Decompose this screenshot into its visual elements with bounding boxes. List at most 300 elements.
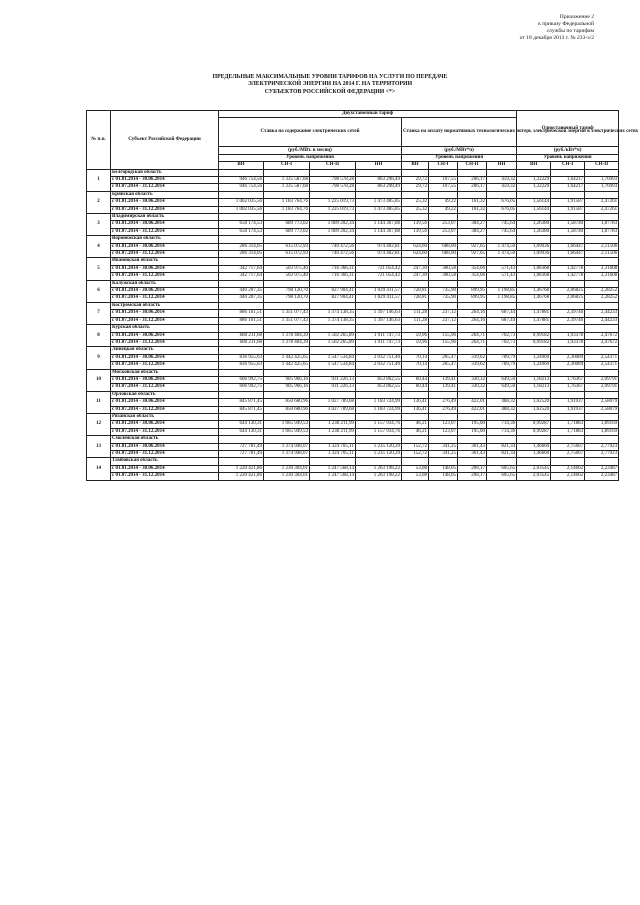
period-row bbox=[87, 421, 619, 428]
empty-cell bbox=[429, 369, 458, 376]
value-cell: 1,64217 bbox=[551, 184, 585, 191]
empty-cell bbox=[356, 214, 402, 221]
empty-cell bbox=[310, 302, 356, 309]
empty-cell bbox=[585, 436, 619, 443]
empty-cell bbox=[356, 347, 402, 354]
empty-cell bbox=[310, 258, 356, 265]
value-cell: 2,09791 bbox=[585, 376, 619, 383]
empty-cell bbox=[585, 214, 619, 221]
value-cell: 836 955,63 bbox=[219, 354, 264, 361]
empty-cell bbox=[219, 347, 264, 354]
empty-cell bbox=[458, 369, 487, 376]
header-level: ВН bbox=[517, 162, 551, 169]
value-cell: 440 207,35 bbox=[219, 295, 264, 302]
value-cell: 111,28 bbox=[402, 317, 429, 324]
appendix-line: Приложение 2 bbox=[559, 14, 594, 20]
value-cell: 687,44 bbox=[487, 310, 517, 317]
value-cell: 1,91587 bbox=[551, 199, 585, 206]
empty-cell bbox=[310, 280, 356, 287]
header-level: СН-I bbox=[429, 162, 458, 169]
value-cell: 46,21 bbox=[402, 421, 429, 428]
value-cell: 2,75667 bbox=[551, 451, 585, 458]
value-cell: 148,05 bbox=[429, 473, 458, 480]
empty-cell bbox=[264, 169, 310, 176]
region-row bbox=[87, 436, 619, 443]
empty-cell bbox=[402, 458, 429, 465]
value-cell: 1,42778 bbox=[551, 273, 585, 280]
empty-cell bbox=[429, 436, 458, 443]
empty-cell bbox=[219, 214, 264, 221]
empty-cell bbox=[487, 391, 517, 398]
value-cell: 354,66 bbox=[458, 273, 487, 280]
region-row bbox=[87, 369, 619, 376]
value-cell: 1,89169 bbox=[585, 421, 619, 428]
value-cell: 1,62520 bbox=[517, 406, 551, 413]
region-row bbox=[87, 169, 619, 176]
empty-cell bbox=[264, 325, 310, 332]
header-voltage: Уровень напряжения bbox=[219, 154, 402, 161]
value-cell: 339,62 bbox=[458, 362, 487, 369]
value-cell: 1,93378 bbox=[551, 339, 585, 346]
empty-cell bbox=[517, 214, 551, 221]
value-cell: 1 009 202,34 bbox=[310, 221, 356, 228]
value-cell: 488,32 bbox=[487, 406, 517, 413]
value-cell: 571,43 bbox=[487, 273, 517, 280]
value-cell: 644 130,31 bbox=[219, 428, 264, 435]
period-label: с 01.07.2014 - 31.12.2014 bbox=[111, 451, 219, 458]
empty-cell bbox=[487, 169, 517, 176]
value-cell: 2,39746 bbox=[551, 310, 585, 317]
region-name: Курская область bbox=[111, 325, 219, 332]
empty-cell bbox=[402, 413, 429, 420]
value-cell: 155,96 bbox=[429, 332, 458, 339]
empty-cell bbox=[402, 325, 429, 332]
region-number: 7 bbox=[87, 302, 111, 324]
value-cell: 123,07 bbox=[429, 428, 458, 435]
region-row bbox=[87, 280, 619, 287]
value-cell: 927,65 bbox=[458, 251, 487, 258]
empty-cell bbox=[264, 391, 310, 398]
empty-cell bbox=[219, 391, 264, 398]
period-label: с 01.01.2014 - 30.06.2014 bbox=[111, 288, 219, 295]
empty-cell bbox=[219, 325, 264, 332]
value-cell: 1 397 146,63 bbox=[356, 310, 402, 317]
value-cell: 1 474,50 bbox=[487, 251, 517, 258]
period-label: с 01.07.2014 - 31.12.2014 bbox=[111, 251, 219, 258]
value-cell: 1,42778 bbox=[551, 265, 585, 272]
region-name: Смоленская область bbox=[111, 436, 219, 443]
value-cell: 615 072,93 bbox=[264, 243, 310, 250]
empty-cell bbox=[585, 302, 619, 309]
value-cell: 354,66 bbox=[458, 265, 487, 272]
empty-cell bbox=[310, 325, 356, 332]
value-cell: 689 773,02 bbox=[264, 228, 310, 235]
empty-cell bbox=[219, 302, 264, 309]
empty-cell bbox=[402, 280, 429, 287]
empty-cell bbox=[458, 169, 487, 176]
empty-cell bbox=[356, 169, 402, 176]
value-cell: 1,76367 bbox=[551, 376, 585, 383]
value-cell: 1 324 705,11 bbox=[310, 451, 356, 458]
value-cell: 1,18213 bbox=[517, 384, 551, 391]
header-level: НН bbox=[356, 162, 402, 169]
period-row bbox=[87, 310, 619, 317]
period-row bbox=[87, 339, 619, 346]
value-cell: 46,21 bbox=[402, 428, 429, 435]
value-cell: 1,66447 bbox=[551, 243, 585, 250]
empty-cell bbox=[487, 325, 517, 332]
value-cell: 821,34 bbox=[487, 443, 517, 450]
empty-cell bbox=[402, 391, 429, 398]
empty-cell bbox=[487, 191, 517, 198]
value-cell: 2,77923 bbox=[585, 451, 619, 458]
value-cell: 789,79 bbox=[487, 362, 517, 369]
value-cell: 1 198,85 bbox=[487, 288, 517, 295]
value-cell: 2,77923 bbox=[585, 443, 619, 450]
header-two-part: Двухставочный тариф bbox=[219, 111, 517, 118]
empty-cell bbox=[310, 169, 356, 176]
period-row bbox=[87, 288, 619, 295]
value-cell: 716 366,31 bbox=[310, 265, 356, 272]
value-cell: 798 578,28 bbox=[310, 184, 356, 191]
appendix-line: службы по тарифам bbox=[546, 28, 594, 34]
empty-cell bbox=[402, 169, 429, 176]
value-cell: 1 198,85 bbox=[487, 295, 517, 302]
value-cell: 1 374 948,07 bbox=[264, 451, 310, 458]
value-cell: 2,23487 bbox=[585, 465, 619, 472]
period-row bbox=[87, 176, 619, 183]
value-cell: 2,75667 bbox=[551, 443, 585, 450]
value-cell: 1,91587 bbox=[551, 206, 585, 213]
value-cell: 1 351 077,43 bbox=[264, 317, 310, 324]
value-cell: 727 781,49 bbox=[219, 443, 264, 450]
value-cell: 2,30089 bbox=[551, 362, 585, 369]
empty-cell bbox=[429, 280, 458, 287]
value-cell: 927,65 bbox=[458, 243, 487, 250]
empty-cell bbox=[264, 302, 310, 309]
value-cell: 714,36 bbox=[487, 421, 517, 428]
tariff-table bbox=[86, 110, 639, 481]
empty-cell bbox=[264, 191, 310, 198]
empty-cell bbox=[585, 369, 619, 376]
period-row bbox=[87, 465, 619, 472]
period-row bbox=[87, 428, 619, 435]
value-cell: 676,05 bbox=[487, 199, 517, 206]
empty-cell bbox=[585, 258, 619, 265]
value-cell: 1 183 724,99 bbox=[356, 406, 402, 413]
value-cell: 253,07 bbox=[429, 221, 458, 228]
value-cell: 488,32 bbox=[487, 399, 517, 406]
empty-cell bbox=[551, 280, 585, 287]
empty-cell bbox=[429, 458, 458, 465]
value-cell: 905 966,16 bbox=[264, 384, 310, 391]
empty-cell bbox=[585, 325, 619, 332]
empty-cell bbox=[402, 236, 429, 243]
value-cell: 689 773,02 bbox=[264, 221, 310, 228]
value-cell: 1 378 404,39 bbox=[264, 332, 310, 339]
value-cell: 1 351 077,43 bbox=[264, 310, 310, 317]
value-cell: 330,32 bbox=[458, 384, 487, 391]
value-cell: 644 130,31 bbox=[219, 421, 264, 428]
empty-cell bbox=[517, 280, 551, 287]
period-row bbox=[87, 332, 619, 339]
value-cell: 2,47672 bbox=[585, 339, 619, 346]
period-label: с 01.07.2014 - 31.12.2014 bbox=[111, 317, 219, 324]
period-label: с 01.01.2014 - 30.06.2014 bbox=[111, 465, 219, 472]
period-label: с 01.01.2014 - 30.06.2014 bbox=[111, 265, 219, 272]
period-label: с 01.07.2014 - 31.12.2014 bbox=[111, 295, 219, 302]
value-cell: 687,44 bbox=[487, 317, 517, 324]
region-number: 6 bbox=[87, 280, 111, 302]
header-loss: Ставка на оплату нормативных технологических потерь электрической энергии в электрических сетях bbox=[402, 118, 517, 147]
empty-cell bbox=[551, 413, 585, 420]
value-cell: 1 238 211,99 bbox=[310, 421, 356, 428]
value-cell: 1,08368 bbox=[517, 273, 551, 280]
region-row bbox=[87, 325, 619, 332]
value-cell: 2,58079 bbox=[585, 399, 619, 406]
value-cell: 265,47 bbox=[429, 362, 458, 369]
value-cell: 70,14 bbox=[402, 354, 429, 361]
period-row bbox=[87, 362, 619, 369]
value-cell: 1,91937 bbox=[551, 406, 585, 413]
region-name: Костромская область bbox=[111, 302, 219, 309]
value-cell: 1 324 705,11 bbox=[310, 443, 356, 450]
empty-cell bbox=[310, 369, 356, 376]
period-label: с 01.01.2014 - 30.06.2014 bbox=[111, 310, 219, 317]
header-level: СН-I bbox=[551, 162, 585, 169]
empty-cell bbox=[585, 191, 619, 198]
period-row bbox=[87, 443, 619, 450]
header-unit-maint: (руб./МВт. в месяц) bbox=[219, 147, 402, 154]
period-label: с 01.01.2014 - 30.06.2014 bbox=[111, 176, 219, 183]
table-body bbox=[87, 169, 619, 480]
header-unit-loss: (руб./МВт*ч) bbox=[402, 147, 517, 154]
empty-cell bbox=[356, 302, 402, 309]
period-row bbox=[87, 451, 619, 458]
value-cell: 107,55 bbox=[429, 184, 458, 191]
value-cell: 0,99287 bbox=[517, 428, 551, 435]
value-cell: 1 065 949,53 bbox=[264, 421, 310, 428]
value-cell: 253,07 bbox=[429, 228, 458, 235]
value-cell: 247,30 bbox=[402, 265, 429, 272]
value-cell: 1 235 120,29 bbox=[356, 443, 402, 450]
appendix-line: к приказу Федеральной bbox=[538, 21, 594, 27]
empty-cell bbox=[517, 369, 551, 376]
value-cell: 2,47261 bbox=[585, 199, 619, 206]
value-cell: 1 502 265,89 bbox=[310, 332, 356, 339]
header-one-part: Одноставочный тариф bbox=[517, 111, 619, 147]
period-row bbox=[87, 376, 619, 383]
empty-cell bbox=[585, 347, 619, 354]
empty-cell bbox=[429, 413, 458, 420]
period-label: с 01.01.2014 - 30.06.2014 bbox=[111, 332, 219, 339]
value-cell: 148,05 bbox=[429, 465, 458, 472]
value-cell: 728,81 bbox=[402, 288, 429, 295]
value-cell: 1 157 934,76 bbox=[356, 421, 402, 428]
empty-cell bbox=[585, 236, 619, 243]
empty-cell bbox=[551, 391, 585, 398]
value-cell: 195,00 bbox=[458, 421, 487, 428]
empty-cell bbox=[585, 458, 619, 465]
value-cell: 1 473 485,85 bbox=[356, 199, 402, 206]
value-cell: 1 335 587,68 bbox=[264, 176, 310, 183]
period-label: с 01.01.2014 - 30.06.2014 bbox=[111, 399, 219, 406]
region-number: 11 bbox=[87, 391, 111, 413]
empty-cell bbox=[264, 280, 310, 287]
empty-cell bbox=[219, 191, 264, 198]
value-cell: 1 009 202,34 bbox=[310, 228, 356, 235]
value-cell: 1 144 367,88 bbox=[356, 228, 402, 235]
empty-cell bbox=[517, 236, 551, 243]
empty-cell bbox=[402, 214, 429, 221]
value-cell: 1,76993 bbox=[585, 176, 619, 183]
period-row bbox=[87, 243, 619, 250]
empty-cell bbox=[356, 369, 402, 376]
region-row bbox=[87, 214, 619, 221]
value-cell: 1,24969 bbox=[517, 362, 551, 369]
value-cell: 384,27 bbox=[458, 228, 487, 235]
period-label: с 01.07.2014 - 31.12.2014 bbox=[111, 206, 219, 213]
value-cell: 946 754,56 bbox=[219, 176, 264, 183]
empty-cell bbox=[458, 436, 487, 443]
value-cell: 1 374 138,35 bbox=[310, 317, 356, 324]
value-cell: 70,14 bbox=[402, 362, 429, 369]
region-row bbox=[87, 391, 619, 398]
empty-cell bbox=[551, 436, 585, 443]
value-cell: 1,46660 bbox=[517, 451, 551, 458]
value-cell: 850 680,96 bbox=[264, 406, 310, 413]
region-name: Брянская область bbox=[111, 191, 219, 198]
empty-cell bbox=[487, 214, 517, 221]
appendix-line: от 18 декабря 2013 г. № 233-э/2 bbox=[519, 35, 594, 41]
title-line: ПРЕДЕЛЬНЫЕ МАКСИМАЛЬНЫЕ УРОВНИ ТАРИФОВ НА УСЛУГИ ПО ПЕРЕДАЧЕ bbox=[212, 74, 448, 80]
empty-cell bbox=[429, 391, 458, 398]
empty-cell bbox=[219, 236, 264, 243]
empty-cell bbox=[551, 169, 585, 176]
value-cell: 49,22 bbox=[429, 199, 458, 206]
period-label: с 01.01.2014 - 30.06.2014 bbox=[111, 221, 219, 228]
value-cell: 1 002 035,56 bbox=[219, 199, 264, 206]
value-cell: 615 072,93 bbox=[264, 251, 310, 258]
value-cell: 863 298,49 bbox=[356, 176, 402, 183]
region-name: Тамбовская область bbox=[111, 458, 219, 465]
value-cell: 2,54371 bbox=[585, 362, 619, 369]
region-number: 9 bbox=[87, 347, 111, 369]
empty-cell bbox=[458, 347, 487, 354]
empty-cell bbox=[585, 280, 619, 287]
empty-cell bbox=[310, 214, 356, 221]
empty-cell bbox=[551, 258, 585, 265]
value-cell: 237,12 bbox=[429, 310, 458, 317]
period-label: с 01.07.2014 - 31.12.2014 bbox=[111, 362, 219, 369]
value-cell: 850 680,96 bbox=[264, 399, 310, 406]
value-cell: 111,28 bbox=[402, 310, 429, 317]
period-row bbox=[87, 228, 619, 235]
value-cell: 2,11506 bbox=[585, 251, 619, 258]
period-row bbox=[87, 221, 619, 228]
value-cell: 152,72 bbox=[402, 443, 429, 450]
value-cell: 152,72 bbox=[402, 451, 429, 458]
region-name: Белгородская область bbox=[111, 169, 219, 176]
empty-cell bbox=[517, 347, 551, 354]
value-cell: 53,08 bbox=[402, 473, 429, 480]
value-cell: 1 911 747,73 bbox=[356, 339, 402, 346]
empty-cell bbox=[458, 280, 487, 287]
header-level: СН-II bbox=[585, 162, 619, 169]
value-cell: 0,99287 bbox=[517, 421, 551, 428]
value-cell: 1,26380 bbox=[517, 221, 551, 228]
empty-cell bbox=[310, 347, 356, 354]
value-cell: 606 992,75 bbox=[219, 376, 264, 383]
region-row bbox=[87, 302, 619, 309]
value-cell: 649,50 bbox=[487, 384, 517, 391]
value-cell: 845 871,45 bbox=[219, 399, 264, 406]
empty-cell bbox=[517, 169, 551, 176]
value-cell: 276,49 bbox=[429, 406, 458, 413]
empty-cell bbox=[551, 458, 585, 465]
empty-cell bbox=[551, 369, 585, 376]
empty-cell bbox=[551, 302, 585, 309]
value-cell: 2,47261 bbox=[585, 206, 619, 213]
value-cell: 139,41 bbox=[429, 376, 458, 383]
value-cell: 286 314,05 bbox=[219, 243, 264, 250]
period-row bbox=[87, 317, 619, 324]
value-cell: 1 911 747,73 bbox=[356, 332, 402, 339]
value-cell: 863 298,49 bbox=[356, 184, 402, 191]
value-cell: 624,60 bbox=[402, 251, 429, 258]
empty-cell bbox=[487, 258, 517, 265]
header-level: СН-II bbox=[458, 162, 487, 169]
empty-cell bbox=[429, 302, 458, 309]
value-cell: 195,00 bbox=[458, 428, 487, 435]
header-np: № п.п. bbox=[87, 111, 111, 170]
empty-cell bbox=[402, 191, 429, 198]
value-cell: 1,58740 bbox=[551, 221, 585, 228]
region-number: 1 bbox=[87, 169, 111, 191]
value-cell: 946 754,56 bbox=[219, 184, 264, 191]
value-cell: 2,28252 bbox=[585, 288, 619, 295]
empty-cell bbox=[551, 236, 585, 243]
value-cell: 1 235 120,29 bbox=[356, 451, 402, 458]
empty-cell bbox=[264, 258, 310, 265]
value-cell: 60,44 bbox=[402, 384, 429, 391]
empty-cell bbox=[264, 369, 310, 376]
empty-cell bbox=[219, 258, 264, 265]
value-cell: 974 402,81 bbox=[356, 251, 402, 258]
value-cell: 688,00 bbox=[429, 243, 458, 250]
value-cell: 339,62 bbox=[458, 354, 487, 361]
value-cell: 59,96 bbox=[402, 332, 429, 339]
value-cell: 1,71883 bbox=[551, 428, 585, 435]
value-cell: 1,47881 bbox=[517, 310, 551, 317]
value-cell: 300,58 bbox=[429, 265, 458, 272]
value-cell: 1 220 421,86 bbox=[219, 465, 264, 472]
period-label: с 01.01.2014 - 30.06.2014 bbox=[111, 199, 219, 206]
value-cell: 2,14662 bbox=[551, 473, 585, 480]
empty-cell bbox=[356, 280, 402, 287]
value-cell: 139,56 bbox=[402, 228, 429, 235]
value-cell: 1 547 534,84 bbox=[310, 362, 356, 369]
value-cell: 2,31608 bbox=[585, 265, 619, 272]
value-cell: 899,95 bbox=[458, 288, 487, 295]
value-cell: 827 904,41 bbox=[310, 295, 356, 302]
empty-cell bbox=[487, 347, 517, 354]
period-label: с 01.01.2014 - 30.06.2014 bbox=[111, 443, 219, 450]
value-cell: 1 183 764,76 bbox=[264, 199, 310, 206]
empty-cell bbox=[429, 325, 458, 332]
value-cell: 974 402,81 bbox=[356, 243, 402, 250]
value-cell: 341,25 bbox=[429, 451, 458, 458]
